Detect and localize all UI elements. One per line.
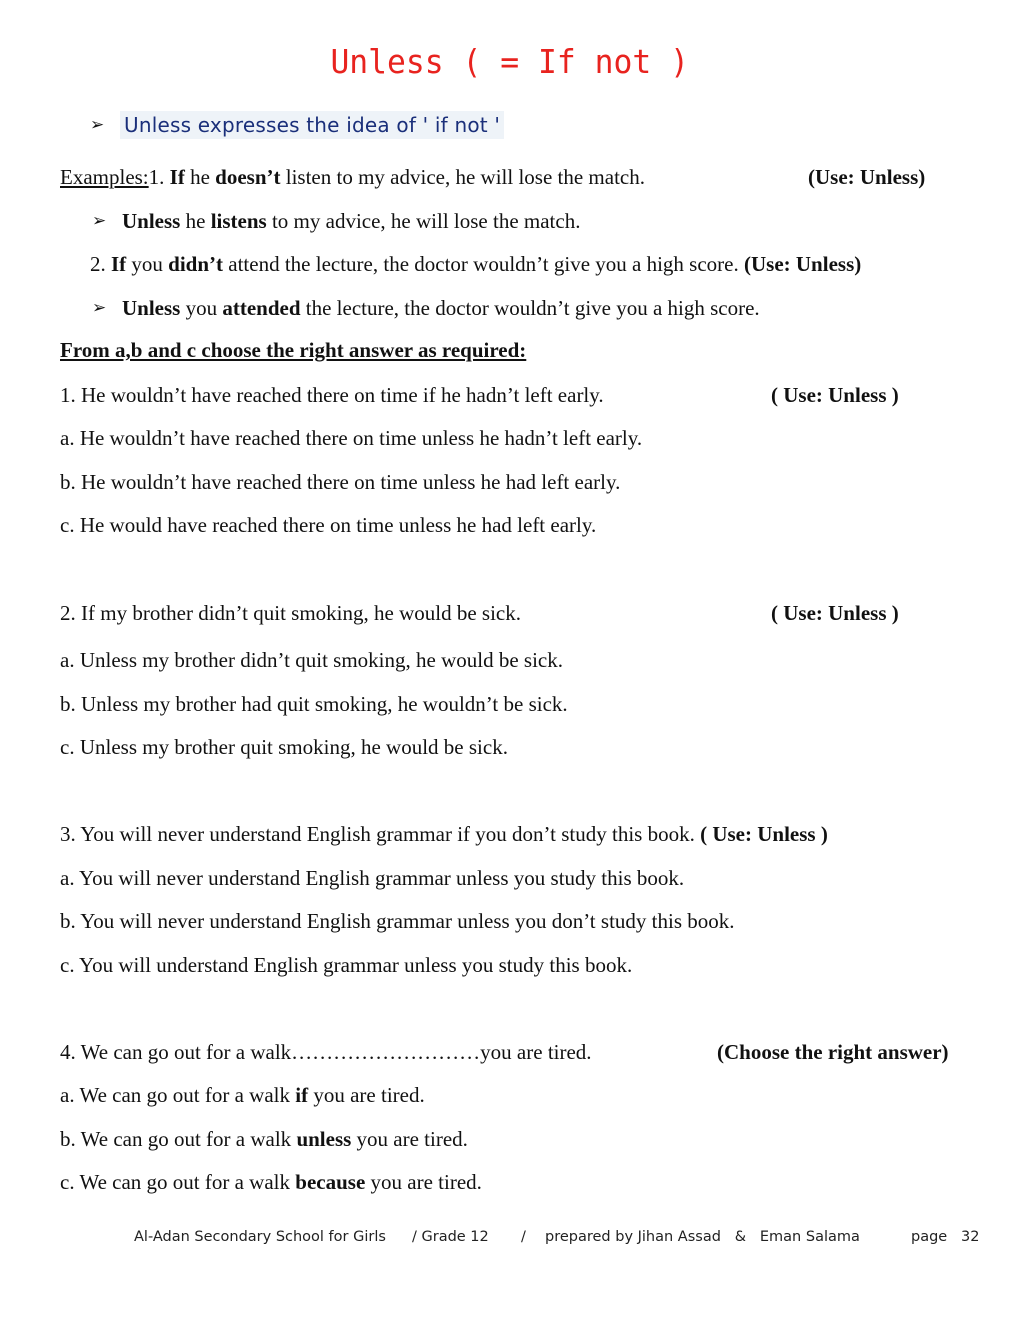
question-4-option-a: a. We can go out for a walk if you are tired. — [60, 1083, 425, 1107]
question-2-stem: 2. If my brother didn’t quit smoking, he would be sick. — [60, 601, 521, 625]
question-2-option-b: b. Unless my brother had quit smoking, he wouldn’t be sick. — [60, 692, 568, 716]
example-2-instruction: (Use: Unless) — [744, 252, 862, 276]
question-1-stem: 1. He wouldn’t have reached there on time if he hadn’t left early. — [60, 383, 604, 407]
question-3-option-b: b. You will never understand English grammar unless you don’t study this book. — [60, 909, 735, 933]
section-heading: From a,b and c choose the right answer as required: — [60, 338, 527, 362]
arrow-bullet-icon: ➢ — [92, 211, 107, 231]
arrow-bullet-icon: ➢ — [90, 115, 105, 135]
example-1-answer: ➢ Unless he listens to my advice, he will lose the match. — [92, 209, 581, 233]
footer-grade: / Grade 12 — [412, 1229, 489, 1245]
footer-page-number: page 32 — [911, 1229, 980, 1245]
question-2-option-a: a. Unless my brother didn’t quit smoking, he would be sick. — [60, 648, 563, 672]
examples-label: Examples: — [60, 165, 149, 189]
question-4-option-c: c. We can go out for a walk because you are tired. — [60, 1170, 482, 1194]
question-3-stem: 3. You will never understand English grammar if you don’t study this book. ( Use: Unless ) — [60, 822, 828, 846]
question-3-instruction: ( Use: Unless ) — [700, 822, 828, 846]
question-2-option-c: c. Unless my brother quit smoking, he would be sick. — [60, 735, 508, 759]
question-3-option-c: c. You will understand English grammar unless you study this book. — [60, 953, 633, 977]
footer-separator: / — [521, 1229, 526, 1245]
example-1-instruction: (Use: Unless) — [808, 165, 926, 189]
question-4-stem: 4. We can go out for a walk………………………you are tired. — [60, 1040, 592, 1064]
question-1-option-a: a. He wouldn’t have reached there on time unless he hadn’t left early. — [60, 426, 643, 450]
page-title: Unless ( = If not ) — [330, 42, 690, 81]
question-4-option-b: b. We can go out for a walk unless you are tired. — [60, 1127, 468, 1151]
example-2: 2. If you didn’t attend the lecture, the doctor wouldn’t give you a high score. (Use: Unless) — [90, 252, 862, 276]
footer-school: Al-Adan Secondary School for Girls — [134, 1229, 386, 1245]
intro-text: Unless expresses the idea of ' if not ' — [120, 111, 504, 139]
arrow-bullet-icon: ➢ — [92, 298, 107, 318]
question-3-option-a: a. You will never understand English grammar unless you study this book. — [60, 866, 685, 890]
question-1-instruction: ( Use: Unless ) — [771, 383, 899, 407]
intro-bullet — [90, 108, 504, 142]
question-1-option-c: c. He would have reached there on time unless he had left early. — [60, 513, 597, 537]
question-1-option-b: b. He wouldn’t have reached there on time unless he had left early. — [60, 470, 621, 494]
example-2-answer: ➢ Unless you attended the lecture, the doctor wouldn’t give you a high score. — [92, 296, 760, 320]
question-4-instruction: (Choose the right answer) — [717, 1040, 949, 1064]
example-1: Examples:1. If he doesn’t listen to my advice, he will lose the match. — [60, 165, 645, 189]
footer-prepared-by: prepared by Jihan Assad & Eman Salama — [545, 1229, 860, 1245]
question-2-instruction: ( Use: Unless ) — [771, 601, 899, 625]
